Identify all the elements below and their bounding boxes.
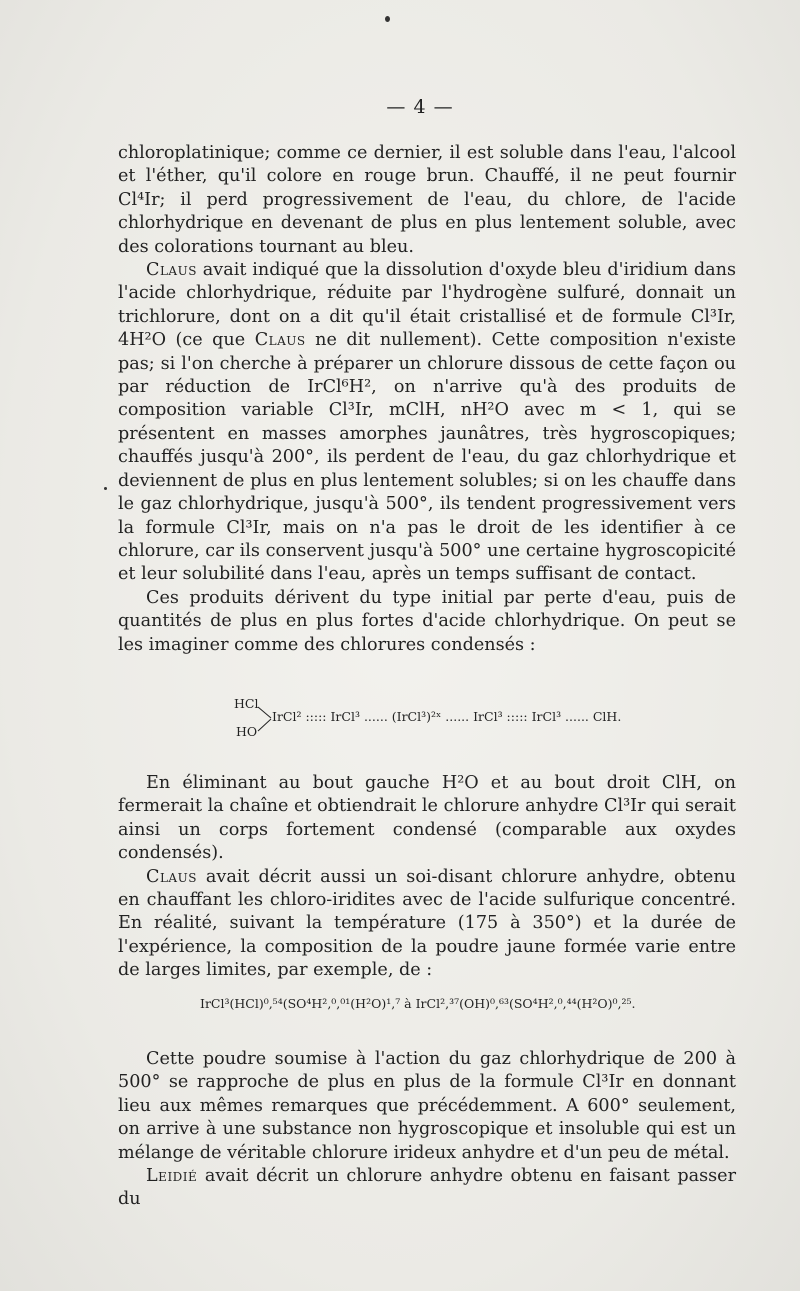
paragraph-powder: Cette poudre soumise à l'action du gaz chlorhydrique de 200 à 500° se rapproche de plus en plus de la formule Cl³Ir en donnant lieu aux mêmes remarques que précédemment. A 600° seulement, on arrive à une substance non hygroscopique et insoluble qui est un mélange de véritable chlorure irideux anhydre et d'un peu de métal. bbox=[118, 1049, 736, 1163]
paragraph-products: Ces produits dérivent du type initial par perte d'eau, puis de quantités de plus en plus fortes d'acide chlorhydrique. On peut se les imaginer comme des chlorures condensés : bbox=[118, 587, 736, 655]
text-block-bottom bbox=[118, 1048, 736, 1212]
paragraph-claus-anhydre: Claus avait décrit aussi un soi-disant chlorure anhydre, obtenu en chauffant les chloro-iridites avec de l'acide sulfurique concentré. En réalité, suivant la température (175 à 350°) et la durée de l'expérience, la composition de la poudre jaune formée varie entre de larges limites, par exemple, de : bbox=[118, 866, 736, 981]
formula-ho: HO bbox=[236, 724, 258, 739]
formula-chain: IrCl² ::::: IrCl³ ...... (IrCl³)²ˣ ...... IrCl³ ::::: IrCl³ ...... ClH. bbox=[272, 709, 622, 724]
paragraph-elimination: En éliminant au bout gauche H²O et au bout droit ClH, on fermerait la chaîne et obtiendrait le chlorure anhydre Cl³Ir qui serait ainsi un corps fortement condensé (comparable aux oxydes condensés). bbox=[118, 773, 736, 864]
condensed-chloride-formula bbox=[232, 696, 752, 744]
author-claus: Claus bbox=[146, 866, 197, 887]
paragraph-chloroplatinique: chloroplatinique; comme ce dernier, il est soluble dans l'eau, l'alcool et l'éther, qu'il colore en rouge brun. Chauffé, il ne peut fournir Cl⁴Ir; il perd progressivement de l'eau, du chlore, de l'acide chlorhydrique en devenant de plus en plus lentement soluble, avec des colorations tournant au bleu. bbox=[118, 143, 736, 257]
author-claus: Claus bbox=[254, 330, 306, 351]
author-leidie: Leidié bbox=[146, 1166, 198, 1187]
author-claus: Claus bbox=[146, 260, 197, 281]
ink-speck bbox=[104, 487, 107, 490]
paragraph-claus-trichlorure: Claus avait indiqué que la dissolution d'oxyde bleu d'iridium dans l'acide chlorhydrique, réduite par l'hydrogène sulfuré, donnait un trichlorure, dont on a dit qu'il était cristallisé et de formule Cl³Ir, 4H²O (ce que Claus ne dit nullement). Cette composition n'existe pas; si l'on cherche à préparer un chlorure dissous de cette façon ou par réduction de IrCl⁶H², on n'arrive qu'à des produits de composition variable Cl³Ir, mClH, nH²O avec m < 1, qui se présentent en masses amorphes jaunâtres, très hygroscopiques; chauffés jusqu'à 200°, ils perdent de l'eau, du gaz chlorhydrique et deviennent de plus en plus lentement solubles; si on les chauffe dans le gaz chlorhydrique, jusqu'à 500°, ils tendent progressivement vers la formule Cl³Ir, mais on n'a pas le droit de les identifier à ce chlorure, car ils conservent jusqu'à 500° une certaine hygroscopicité et leur solubilité dans l'eau, après un temps suffisant de contact. bbox=[118, 260, 736, 585]
formula-hcl: HCl bbox=[234, 696, 259, 711]
text-block-middle bbox=[118, 772, 736, 983]
text-block-top bbox=[118, 142, 736, 657]
powder-composition-formula: IrCl³(HCl)⁰,⁵⁴(SO⁴H²,⁰,⁰¹(H²O)¹,⁷ à IrCl²,³⁷(OH)⁰,⁶³(SO⁴H²,⁰,⁴⁴(H²O)⁰,²⁵. bbox=[200, 996, 636, 1011]
paragraph-leidie: Leidié avait décrit un chlorure anhydre obtenu en faisant passer du bbox=[118, 1166, 736, 1210]
page-number: — 4 — bbox=[386, 96, 454, 118]
formula-bracket-lines bbox=[254, 704, 274, 734]
ink-speck bbox=[385, 16, 390, 22]
